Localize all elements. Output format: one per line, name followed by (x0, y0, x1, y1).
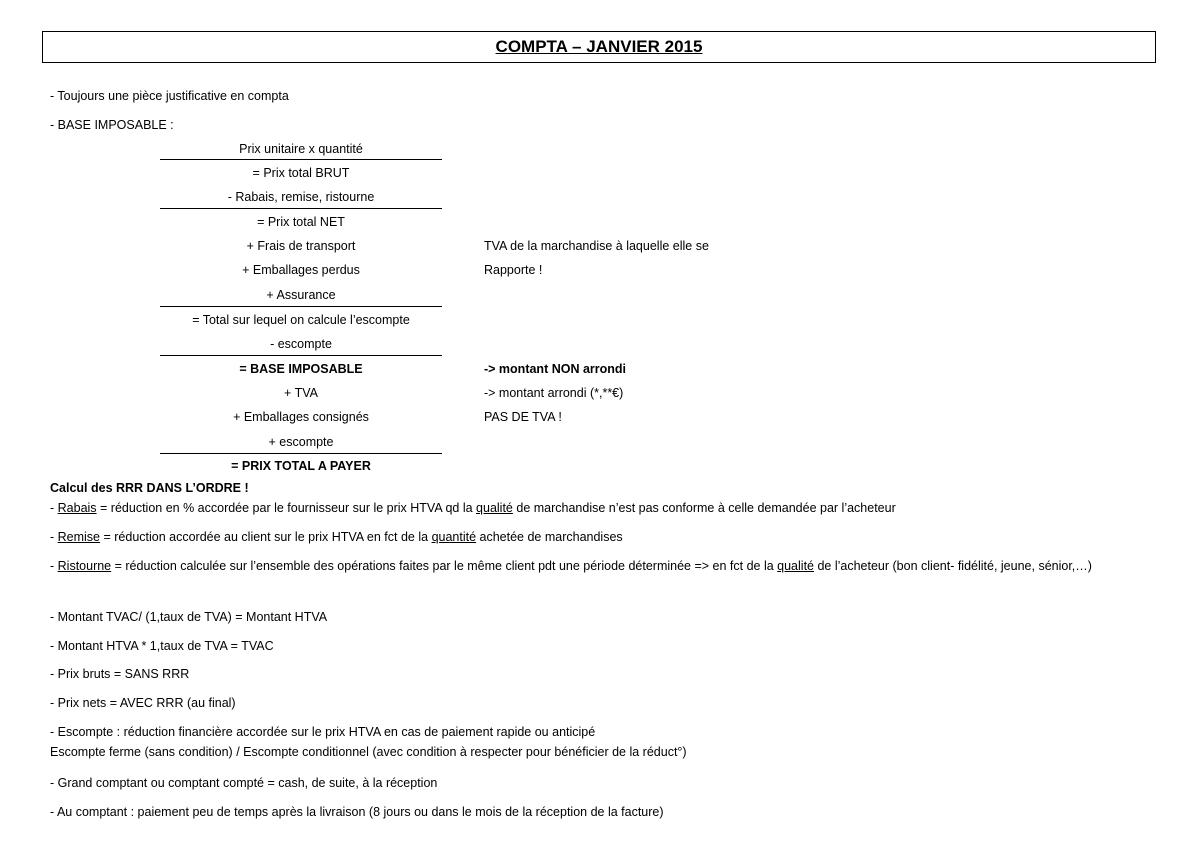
remise-text-end: achetée de marchandises (476, 530, 623, 544)
calc-rule-4 (160, 355, 442, 356)
title-box (42, 31, 1156, 63)
calc-total-escompte: = Total sur lequel on calcule l’escompte (192, 313, 410, 327)
item-escompte-types: Escompte ferme (sans condition) / Escompte conditionnel (avec condition à respecter pour bénéficier de la réduct°) (50, 745, 687, 759)
ristourne-text-end: de l’acheteur (bon client- fidélité, jeune, sénior,…) (814, 559, 1092, 573)
note-tva-2: Rapporte ! (484, 263, 543, 277)
calc-escompte-plus: + escompte (268, 435, 334, 449)
calc-prix-brut: = Prix total BRUT (252, 166, 350, 180)
calc-prix-net: = Prix total NET (257, 215, 345, 229)
item-prix-bruts: - Prix bruts = SANS RRR (50, 667, 190, 681)
rabais-term: Rabais (57, 501, 97, 515)
note-pas-tva: PAS DE TVA ! (484, 410, 562, 424)
calc-frais-transport: + Frais de transport (246, 239, 356, 253)
calc-rule-5 (160, 453, 442, 454)
rrr-remise (50, 530, 623, 544)
item-prix-nets: - Prix nets = AVEC RRR (au final) (50, 696, 236, 710)
ristourne-prefix: - (50, 559, 58, 573)
rabais-prefix: - (50, 501, 58, 515)
rabais-text-end: de marchandise n’est pas conforme à celle demandée par l’acheteur (512, 501, 896, 515)
item-grand-comptant: - Grand comptant ou comptant compté = cash, de suite, à la réception (50, 776, 438, 790)
calc-rrr: - Rabais, remise, ristourne (227, 190, 375, 204)
calc-rule-1 (160, 159, 442, 160)
item-escompte: - Escompte : réduction financière accordée sur le prix HTVA en cas de paiement rapide ou anticipé (50, 725, 596, 739)
calc-assurance: + Assurance (266, 288, 336, 302)
calc-emballages-consignes: + Emballages consignés (233, 410, 369, 424)
calc-rule-2 (160, 208, 442, 209)
calc-prix-unitaire: Prix unitaire x quantité (239, 142, 363, 156)
item-htva: - Montant HTVA * 1,taux de TVA = TVAC (50, 639, 274, 653)
note-tva-1: TVA de la marchandise à laquelle elle se (484, 239, 709, 253)
ristourne-term: Ristourne (57, 559, 112, 573)
ristourne-key: qualité (777, 559, 814, 573)
calc-base-imposable: = BASE IMPOSABLE (239, 362, 363, 376)
rrr-ristourne (50, 556, 1160, 577)
calc-tva: + TVA (284, 386, 318, 400)
page-title: COMPTA – JANVIER 2015 (495, 37, 703, 56)
item-tvac: - Montant TVAC/ (1,taux de TVA) = Montant HTVA (50, 610, 328, 624)
rabais-text: = réduction en % accordée par le fournisseur sur le prix HTVA qd la (96, 501, 477, 515)
intro-justificative: - Toujours une pièce justificative en compta (50, 89, 289, 103)
rrr-heading: Calcul des RRR DANS L’ORDRE ! (50, 481, 249, 495)
rrr-rabais (50, 501, 896, 515)
remise-term: Remise (57, 530, 101, 544)
calc-prix-total: = PRIX TOTAL A PAYER (231, 459, 371, 473)
note-tva-arrondi: -> montant arrondi (*,**€) (484, 386, 624, 400)
note-base: -> montant NON arrondi (484, 362, 627, 376)
rabais-key: qualité (476, 501, 513, 515)
item-au-comptant: - Au comptant : paiement peu de temps après la livraison (8 jours ou dans le mois de la réception de la facture) (50, 805, 664, 819)
remise-text: = réduction accordée au client sur le prix HTVA en fct de la (100, 530, 432, 544)
intro-base-imposable: - BASE IMPOSABLE : (50, 118, 174, 132)
ristourne-text: = réduction calculée sur l’ensemble des opérations faites par le même client pdt une période déterminée => en fct de la (111, 559, 778, 573)
calc-escompte-minus: - escompte (270, 337, 332, 351)
calc-emballages-perdus: + Emballages perdus (242, 263, 360, 277)
calc-rule-3 (160, 306, 442, 307)
remise-prefix: - (50, 530, 58, 544)
remise-key: quantité (431, 530, 477, 544)
